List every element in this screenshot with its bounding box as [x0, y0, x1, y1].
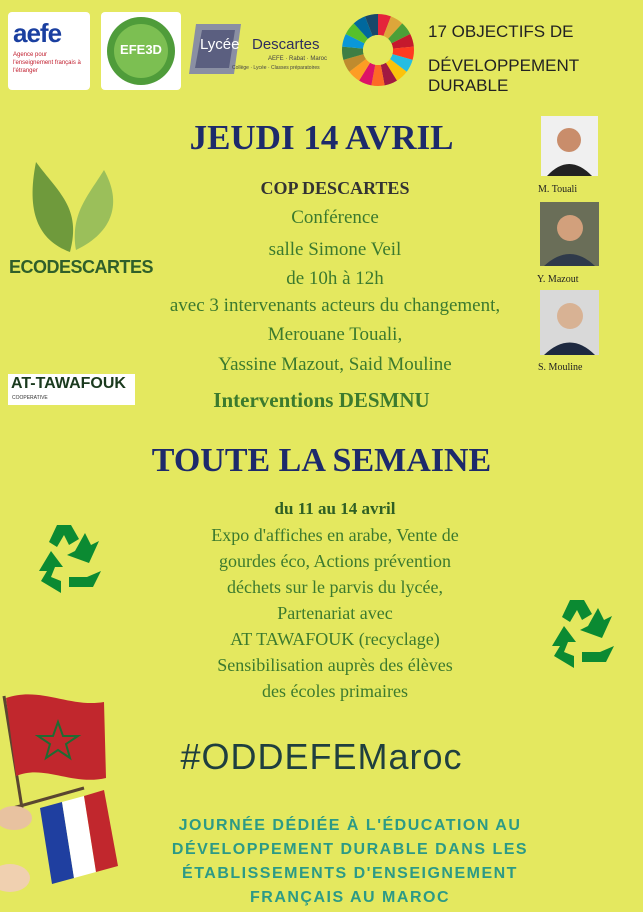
speaker-photo-touali [541, 116, 598, 176]
aefe-logo-text: aefe [13, 18, 62, 48]
person-icon [541, 116, 598, 176]
aefe-logo-subtitle: Agence pour l'enseignement français à l'étranger [13, 52, 81, 74]
lycee-logo-subtitle: AEFE · Rabat · Maroc [268, 56, 328, 62]
lycee-logo-sub2: Collège · Lycée · Classes préparatoires [232, 65, 320, 71]
sdg-wheel-icon [340, 12, 416, 88]
leaf-icon [18, 152, 128, 256]
event2-line: gourdes éco, Actions prévention [219, 551, 451, 571]
hashtag: #ODDEFEMaroc [180, 736, 463, 777]
footer-line: ÉTABLISSEMENTS D'ENSEIGNEMENT [182, 865, 518, 882]
event2-line: AT TAWAFOUK (recyclage) [230, 629, 440, 649]
person-icon [540, 290, 599, 355]
flags-illustration [0, 678, 130, 912]
lycee-descartes-logo [186, 16, 336, 80]
sdg-title-line2: DÉVELOPPEMENT DURABLE [428, 56, 579, 95]
speaker-photo-mazout [540, 202, 599, 266]
event2-dates: du 11 au 14 avril [274, 499, 396, 518]
recycle-icon [27, 515, 113, 599]
aefe-logo [8, 12, 90, 90]
event1-interventions: Interventions DESMNU [213, 388, 430, 412]
event2-line: Expo d'affiches en arabe, Vente de [211, 525, 459, 545]
lycee-logo-name2: Descartes [252, 36, 320, 53]
event2-line: Partenariat avec [277, 603, 393, 623]
event1-room: salle Simone Veil [268, 239, 402, 260]
event1-speakers-intro: avec 3 intervenants acteurs du changement, [169, 295, 501, 316]
event1-time: de 10h à 12h [286, 268, 384, 289]
sdg-title-line1: 17 OBJECTIFS DE [428, 22, 574, 41]
event1-speaker1: Merouane Touali, [267, 324, 403, 345]
event1-speaker2: Yassine Mazout, Said Mouline [218, 354, 452, 375]
event1-date: JEUDI 14 AVRIL [189, 118, 454, 157]
tawafouk-logo-text: AT-TAWAFOUK [11, 375, 126, 392]
efe3d-logo-text: EFE3D [120, 42, 162, 57]
footer-line: FRANÇAIS AU MAROC [249, 889, 450, 906]
tawafouk-logo [8, 374, 135, 405]
event2-details [130, 496, 540, 704]
speaker-caption-mouline: S. Mouline [538, 362, 583, 373]
event2-line: des écoles primaires [262, 681, 408, 701]
speaker-photo-mouline [540, 290, 599, 355]
event2-line: Sensibilisation auprès des élèves [217, 655, 453, 675]
speaker-caption-touali: M. Touali [538, 184, 578, 195]
event2-line: déchets sur le parvis du lycée, [227, 577, 443, 597]
footer-text [120, 814, 580, 910]
lycee-logo-name1: Lycée [200, 36, 240, 53]
event2-title: TOUTE LA SEMAINE [151, 442, 492, 479]
footer-line: DÉVELOPPEMENT DURABLE DANS LES [171, 841, 529, 858]
person-icon [540, 202, 599, 266]
event1-type: Conférence [291, 207, 379, 228]
speaker-caption-mazout: Y. Mazout [537, 274, 579, 285]
event1-details [130, 174, 540, 380]
recycle-icon [540, 590, 626, 674]
efe3d-logo [101, 12, 181, 90]
ecodescartes-logo-text: ECODESCARTES [9, 257, 154, 277]
tawafouk-logo-subtitle: COOPERATIVE [12, 395, 48, 401]
event1-name: COP DESCARTES [260, 178, 410, 198]
footer-line: JOURNÉE DÉDIÉE À L'ÉDUCATION AU [178, 817, 522, 834]
